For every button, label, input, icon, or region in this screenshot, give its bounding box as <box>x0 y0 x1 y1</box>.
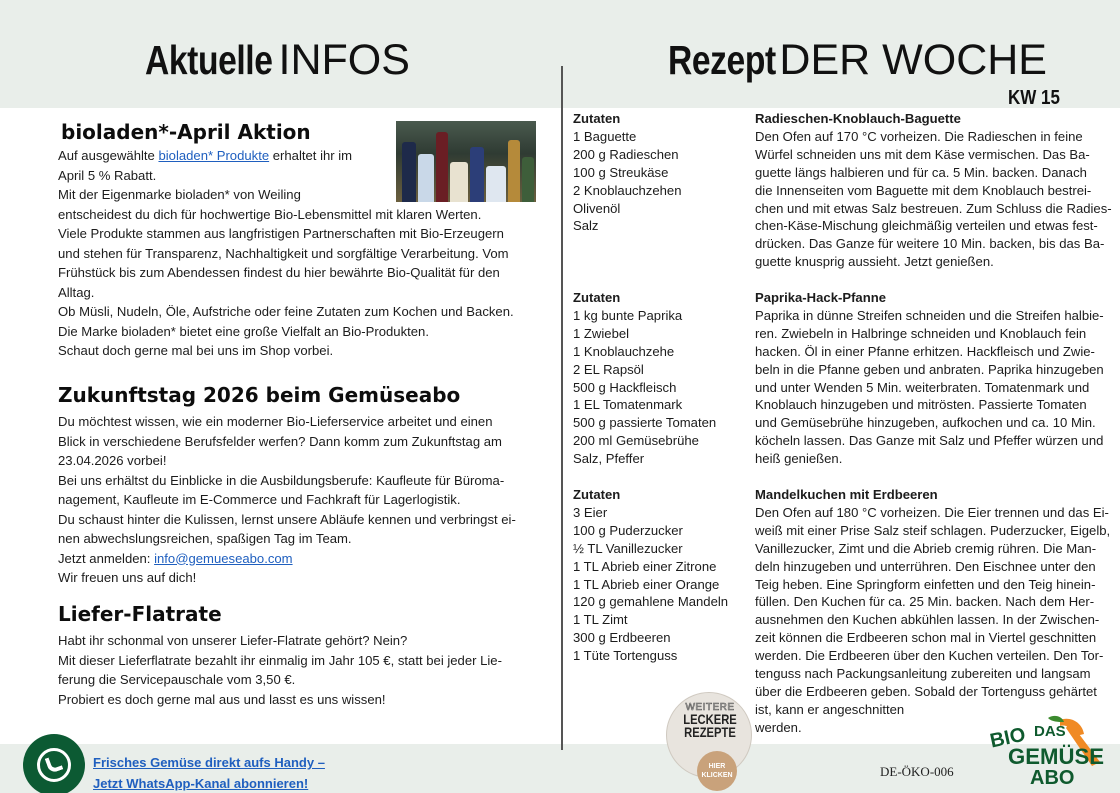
recipe-heading <box>668 36 1047 86</box>
badge-top-text: WEITERE <box>685 702 735 713</box>
recipe-line: ausnehmen den Kuchen abkühlen lassen. In der Zwischen- <box>755 612 1100 628</box>
recipe-3-ingredients <box>573 486 728 665</box>
april-line: Schaut doch gerne mal bei uns im Shop vorbei. <box>58 343 334 358</box>
zukunftstag-title: Zukunftstag 2026 beim Gemüseabo <box>58 383 461 407</box>
recipe-title: Radieschen-Knoblauch-Baguette <box>755 111 961 126</box>
logo-abo-text: ABO <box>1030 767 1075 788</box>
ingredient: Salz <box>573 218 599 234</box>
flatrate-line: Habt ihr schonmal von unserer Liefer-Flatrate gehört? Nein? <box>58 633 408 648</box>
recipe-title: Mandelkuchen mit Erdbeeren <box>755 487 938 502</box>
ingredient: 1 Baguette <box>573 128 637 144</box>
recipe-line: guette knusprig aussieht. Jetzt genießen. <box>755 254 994 270</box>
ingredients-label: Zutaten <box>573 290 621 305</box>
recipe-line: Vanillezucker, Zimt und die Abrieb cremig rühren. Die Man- <box>755 540 1097 556</box>
badge-mid-text: LECKERE REZEPTE <box>683 711 737 740</box>
april-line: Die Marke bioladen* bietet eine große Vielfalt an Bio-Produkten. <box>58 323 429 339</box>
recipe-1-ingredients <box>573 110 681 235</box>
ingredient: 2 EL Rapsöl <box>573 361 644 377</box>
recipe-line: weiß mit einer Prise Salz steif schlagen. Puderzucker, Eigelb, <box>755 522 1111 538</box>
recipe-2-ingredients <box>573 289 716 468</box>
zukunftstag-closing: Wir freuen uns auf dich! <box>58 570 197 585</box>
logo-gemuese-text: GEMÜSE <box>1008 744 1104 769</box>
ingredient: 1 EL Tomatenmark <box>573 397 683 413</box>
infos-heading-thin: INFOS <box>278 36 410 84</box>
organic-certification-code: DE-ÖKO-006 <box>880 764 954 779</box>
zukunftstag-line: nen abwechslungsreichen, spaßigen Tag im Team. <box>58 531 352 546</box>
recipe-line: chen und mit etwas Salz bestreuen. Zum Schluss die Radies- <box>755 200 1112 216</box>
zukunftstag-line: 23.04.2026 vorbei! <box>58 453 167 468</box>
recipe-line: und Gemüsebrühe hinzugeben, aufkochen und ca. 10 Min. <box>755 415 1096 431</box>
recipe-line: über die Erdbeeren geben. Sobald der Tortenguss gehärtet <box>755 683 1097 699</box>
ingredient: 300 g Erdbeeren <box>573 630 671 646</box>
april-line: Viele Produkte stammen aus langfristigen Partnerschaften mit Bio-Erzeugern <box>58 226 504 241</box>
recipe-line: Knoblauch hinzugeben und mitrösten. Passierte Tomaten <box>755 397 1087 413</box>
logo-leaf-icon <box>1048 716 1064 722</box>
ingredient: Salz, Pfeffer <box>573 451 645 467</box>
flatrate-line: Mit dieser Lieferflatrate bezahlt ihr einmalig im Jahr 105 €, statt bei jeder Lie- <box>58 652 502 668</box>
ingredient: 1 TL Abrieb einer Orange <box>573 576 720 592</box>
infos-heading <box>145 36 410 86</box>
recipe-line: Teig heben. Eine Springform einfetten und den Teig hinein- <box>755 576 1096 592</box>
flatrate-line: Probiert es doch gerne mal aus und lasst es uns wissen! <box>58 691 386 707</box>
ingredient: 2 Knoblauchzehen <box>573 182 682 198</box>
recipe-line: hacken. Öl in einer Pfanne erhitzen. Hackfleisch und Zwie- <box>755 343 1095 359</box>
whatsapp-icon[interactable] <box>23 734 85 793</box>
april-line: entscheidest du dich für hochwertige Bio-Lebensmittel mit klaren Werten. <box>58 206 482 222</box>
recipe-line: Den Ofen auf 170 °C vorheizen. Die Radieschen in feine <box>755 128 1083 144</box>
recipe-heading-bold: Rezept <box>668 37 776 83</box>
recipe-line: ren. Zwiebeln in Halbringe schneiden und Knoblauch fein <box>755 325 1087 341</box>
recipe-line: tenguss nach Packungsanleitung zubereiten und langsam <box>755 666 1091 682</box>
register-line: Jetzt anmelden: info@gemueseabo.com <box>58 550 293 566</box>
ingredient: 1 kg bunte Paprika <box>573 307 683 323</box>
ingredient: 200 ml Gemüsebrühe <box>573 433 699 449</box>
recipe-1-instructions <box>755 110 1115 271</box>
flatrate-line: ferung die Servicepauschale vom 3,50 €. <box>58 672 296 687</box>
bioladen-products-link[interactable]: bioladen* Produkte <box>158 148 270 163</box>
recipe-line: guette längs halbieren und für ca. 5 Min. backen. Danach <box>755 164 1087 180</box>
logo-bio-text: BIO <box>988 723 1028 753</box>
recipe-line: werden. <box>755 719 802 735</box>
zukunftstag-body <box>58 412 516 588</box>
april-line: Auf ausgewählte bioladen* Produkte erhaltet ihr im <box>58 148 353 163</box>
recipe-line: ist, kann er angeschnitten <box>755 701 905 717</box>
recipe-line: heiß genießen. <box>755 451 843 467</box>
recipe-line: deln hinzugeben und unterrühren. Den Eischnee unter den <box>755 558 1096 574</box>
recipe-line: füllen. Den Kuchen für ca. 25 Min. backen. Nach dem Her- <box>755 594 1095 610</box>
week-label: KW 15 <box>1008 87 1060 109</box>
email-link[interactable]: info@gemueseabo.com <box>154 550 293 566</box>
recipe-heading-thin: DER WOCHE <box>779 36 1047 84</box>
ingredient: 1 TL Abrieb einer Zitrone <box>573 558 717 574</box>
recipe-line: werden. Die Erdbeeren über den Kuchen verteilen. Den Tor- <box>755 648 1104 664</box>
april-line: und stehen für Transparenz, Nachhaltigkeit und sorgfältige Verarbeitung. Vom <box>58 245 509 261</box>
recipe-line: chen-Käse-Mischung gleichmäßig verteilen und etwas fest- <box>755 218 1098 234</box>
april-line: Frühstück bis zum Abendessen findest du hier bewährte Bio-Qualität für den <box>58 265 500 280</box>
april-line: Mit der Eigenmarke bioladen* von Weiling <box>58 187 301 202</box>
zukunftstag-line: Du schaust hinter die Kulissen, lernst unsere Abläufe kennen und verbringst ei- <box>58 511 516 527</box>
ingredient: 120 g gemahlene Mandeln <box>573 594 729 610</box>
logo-das-text: DAS <box>1034 723 1066 740</box>
gemueseabo-logo <box>988 714 1108 788</box>
ingredient: 1 Tüte Tortenguss <box>573 648 678 664</box>
recipe-line: zeit können die Erdbeeren schon mal in Viertel geschnitten <box>755 630 1097 646</box>
recipe-line: drücken. Das Ganze für weitere 10 Min. backen, bis das Ba- <box>755 236 1105 252</box>
ingredient: 1 TL Zimt <box>573 612 628 628</box>
ingredient: 500 g Hackfleisch <box>573 379 677 395</box>
recipe-3-instructions <box>755 486 1115 737</box>
recipe-line: die Innenseiten vom Baguette mit dem Knoblauch bestrei- <box>755 182 1092 198</box>
ingredient: 100 g Streukäse <box>573 164 669 180</box>
ingredient: 3 Eier <box>573 504 608 520</box>
zukunftstag-line: Du möchtest wissen, wie ein moderner Bio-Lieferservice arbeitet und einen <box>58 414 493 429</box>
flatrate-title: Liefer-Flatrate <box>58 602 222 626</box>
ingredient: 200 g Radieschen <box>573 146 679 162</box>
april-line: Ob Müsli, Nudeln, Öle, Aufstriche oder feine Zutaten zum Kochen und Backen. <box>58 304 514 319</box>
flatrate-body <box>58 631 502 709</box>
ingredients-label: Zutaten <box>573 111 621 126</box>
whatsapp-channel-link[interactable]: Frisches Gemüse direkt aufs Handy – Jetzt WhatsApp-Kanal abonnieren! <box>93 755 325 791</box>
april-body <box>58 146 514 361</box>
recipe-line: köcheln lassen. Das Ganze mit Salz und Pfeffer würzen und <box>755 433 1104 449</box>
ingredient: ½ TL Vanillezucker <box>573 540 683 556</box>
april-line: April 5 % Rabatt. <box>58 167 157 183</box>
zukunftstag-line: nagement, Kaufleute im E-Commerce und Fachkraft für Lagerlogistik. <box>58 492 461 507</box>
zukunftstag-line: Blick in verschiedene Berufsfelder werfen? Dann komm zum Zukunftstag am <box>58 433 502 449</box>
click-here-button[interactable]: HIER KLICKEN <box>697 751 737 791</box>
recipe-line: beln in die Pfanne geben und anbraten. Paprika hinzugeben <box>755 361 1104 377</box>
ingredient: Olivenöl <box>573 200 621 216</box>
infos-heading-bold: Aktuelle <box>145 37 273 83</box>
recipe-line: und unter Wenden 5 Min. weiterbraten. Tomatenmark und <box>755 379 1090 395</box>
recipe-2-instructions <box>755 289 1115 468</box>
column-divider <box>561 66 563 750</box>
recipe-title: Paprika-Hack-Pfanne <box>755 290 886 305</box>
ingredients-label: Zutaten <box>573 487 621 502</box>
ingredient: 1 Knoblauchzehe <box>573 343 675 359</box>
recipe-line: Den Ofen auf 180 °C vorheizen. Die Eier trennen und das Ei- <box>755 504 1109 520</box>
zukunftstag-line: Bei uns erhältst du Einblicke in die Ausbildungsberufe: Kaufleute für Büroma- <box>58 472 505 488</box>
ingredient: 100 g Puderzucker <box>573 522 683 538</box>
ingredient: 1 Zwiebel <box>573 325 630 341</box>
recipe-line: Würfel schneiden uns mit dem Käse vermischen. Das Ba- <box>755 146 1090 162</box>
ingredient: 500 g passierte Tomaten <box>573 415 717 431</box>
april-title: bioladen*-April Aktion <box>61 120 311 144</box>
april-line: Alltag. <box>58 284 95 300</box>
more-recipes-badge[interactable] <box>666 692 752 778</box>
recipe-line: Paprika in dünne Streifen schneiden und die Streifen halbie- <box>755 307 1104 323</box>
